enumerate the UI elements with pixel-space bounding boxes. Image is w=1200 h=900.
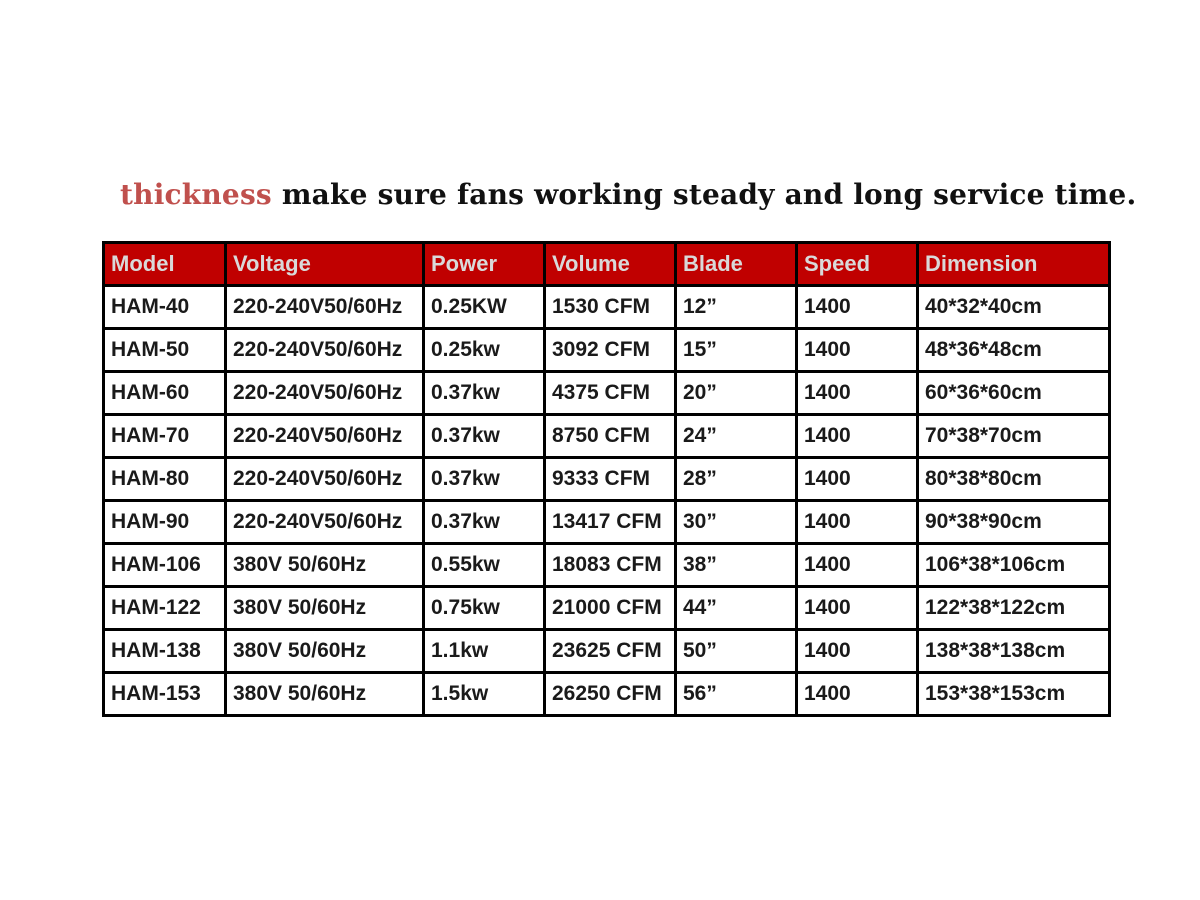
cell-power: 1.5kw [424,673,545,716]
header-voltage: Voltage [226,243,424,286]
table-row [104,673,1110,716]
cell-model: HAM-153 [104,673,226,716]
cell-volume: 23625 CFM [545,630,676,673]
cell-speed: 1400 [797,329,918,372]
table-row [104,630,1110,673]
cell-volume: 9333 CFM [545,458,676,501]
cell-dimension: 80*38*80cm [918,458,1110,501]
cell-speed: 1400 [797,587,918,630]
header-volume: Volume [545,243,676,286]
cell-volume: 18083 CFM [545,544,676,587]
table-row [104,415,1110,458]
cell-blade: 28” [676,458,797,501]
cell-blade: 50” [676,630,797,673]
cell-blade: 12” [676,286,797,329]
cell-voltage: 380V 50/60Hz [226,673,424,716]
table-row [104,587,1110,630]
cell-volume: 4375 CFM [545,372,676,415]
table-row [104,544,1110,587]
cell-speed: 1400 [797,630,918,673]
cell-dimension: 40*32*40cm [918,286,1110,329]
cell-volume: 26250 CFM [545,673,676,716]
table-row [104,286,1110,329]
cell-dimension: 48*36*48cm [918,329,1110,372]
cell-power: 0.25kw [424,329,545,372]
cell-dimension: 122*38*122cm [918,587,1110,630]
header-speed: Speed [797,243,918,286]
cell-speed: 1400 [797,372,918,415]
cell-blade: 15” [676,329,797,372]
cell-voltage: 380V 50/60Hz [226,630,424,673]
cell-voltage: 380V 50/60Hz [226,544,424,587]
cell-blade: 20” [676,372,797,415]
spec-table [102,241,1111,717]
cell-power: 0.75kw [424,587,545,630]
cell-volume: 8750 CFM [545,415,676,458]
cell-dimension: 106*38*106cm [918,544,1110,587]
cell-blade: 44” [676,587,797,630]
cell-model: HAM-106 [104,544,226,587]
cell-volume: 21000 CFM [545,587,676,630]
cell-blade: 56” [676,673,797,716]
cell-blade: 38” [676,544,797,587]
cell-model: HAM-60 [104,372,226,415]
header-model: Model [104,243,226,286]
cell-volume: 3092 CFM [545,329,676,372]
header-power: Power [424,243,545,286]
cell-power: 0.37kw [424,372,545,415]
cell-voltage: 380V 50/60Hz [226,587,424,630]
cell-model: HAM-50 [104,329,226,372]
cell-volume: 13417 CFM [545,501,676,544]
cell-model: HAM-70 [104,415,226,458]
cell-voltage: 220-240V50/60Hz [226,329,424,372]
cell-power: 0.55kw [424,544,545,587]
cell-voltage: 220-240V50/60Hz [226,372,424,415]
cell-voltage: 220-240V50/60Hz [226,415,424,458]
table-row [104,458,1110,501]
cell-dimension: 60*36*60cm [918,372,1110,415]
cell-model: HAM-138 [104,630,226,673]
cell-blade: 30” [676,501,797,544]
cell-model: HAM-80 [104,458,226,501]
header-dimension: Dimension [918,243,1110,286]
cell-power: 0.37kw [424,501,545,544]
cell-power: 0.37kw [424,415,545,458]
cell-model: HAM-122 [104,587,226,630]
table-row [104,329,1110,372]
cell-dimension: 90*38*90cm [918,501,1110,544]
headline-text: make sure fans working steady and long service time. [271,178,1137,211]
cell-speed: 1400 [797,501,918,544]
cell-speed: 1400 [797,673,918,716]
cell-speed: 1400 [797,415,918,458]
cell-dimension: 138*38*138cm [918,630,1110,673]
table-row [104,372,1110,415]
cell-speed: 1400 [797,286,918,329]
table-header-row [104,243,1110,286]
headline-accent: thickness [120,178,272,211]
cell-speed: 1400 [797,458,918,501]
cell-speed: 1400 [797,544,918,587]
cell-dimension: 153*38*153cm [918,673,1110,716]
cell-model: HAM-90 [104,501,226,544]
headline [120,178,1136,211]
cell-dimension: 70*38*70cm [918,415,1110,458]
cell-blade: 24” [676,415,797,458]
cell-voltage: 220-240V50/60Hz [226,286,424,329]
cell-voltage: 220-240V50/60Hz [226,501,424,544]
cell-power: 0.37kw [424,458,545,501]
cell-power: 1.1kw [424,630,545,673]
cell-volume: 1530 CFM [545,286,676,329]
table-row [104,501,1110,544]
cell-power: 0.25KW [424,286,545,329]
cell-voltage: 220-240V50/60Hz [226,458,424,501]
header-blade: Blade [676,243,797,286]
cell-model: HAM-40 [104,286,226,329]
table-body [104,286,1110,716]
